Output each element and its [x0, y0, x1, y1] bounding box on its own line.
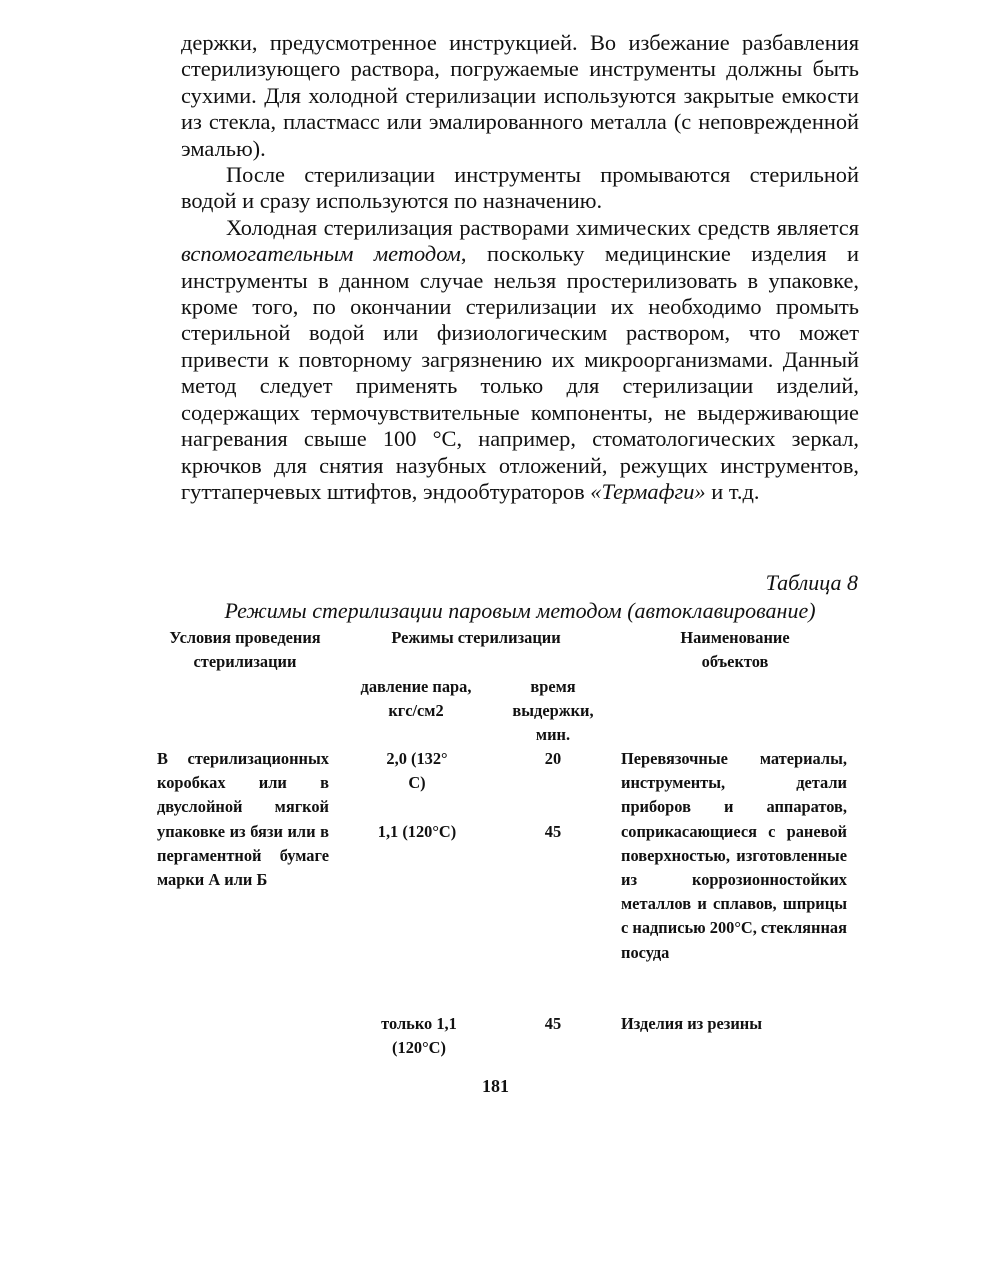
body-text: [181, 30, 859, 505]
header-objects: Наименование объектов: [680, 628, 790, 672]
paragraph-3-emphasis: вспомогательным методом: [181, 241, 461, 267]
row-1-conditions: В стерилизационных коробках или в двуслойной мягкой упаковке из бязи или в пергаментной бумаге марки А или Б: [157, 749, 329, 890]
row-1-objects: Перевязочные материалы, инструменты, детали приборов и аппаратов, соприкасающиеся с раневой поверхностью, изготовленные из коррозионностойких металлов и сплавов, шприцы с надписью 200°С, стеклянная посуда: [621, 749, 847, 962]
row-2-pressure: только 1,1 (120°С): [381, 1014, 457, 1058]
header-pressure: давление пара, кгс/см2: [360, 677, 472, 721]
row-2-objects: Изделия из резины: [621, 1014, 763, 1033]
header-time: время выдержки, мин.: [512, 677, 594, 745]
paragraph-2: После стерилизации инструменты промываются стерильной водой и сразу используются по назначению.: [181, 162, 859, 214]
paragraph-3-text-c: и т.д.: [705, 478, 760, 504]
header-modes: Режимы стерилизации: [391, 628, 561, 647]
paragraph-3-text-b: , поскольку медицинские изделия и инструменты в данном случае нельзя простерилизовать в упаковке, кроме того, по окончании стерилизации их необходимо промыть стерильной водой или физиологическим раствором, что может привести к повторному загрязнению их микроорганизмами. Данный метод следует применять только для стерилизации изделий, содержащих термочувствительные компоненты, не выдерживающие нагревания свыше 100 °С, например, стоматологических зеркал, крючков для снятия назубных отложений, режущих инструментов, гуттаперчевых штифтов, эндообтураторов: [181, 241, 860, 504]
paragraph-3: [181, 215, 859, 505]
row-1-time-2: 45: [544, 822, 562, 841]
row-1-pressure-1: 2,0 (132° С): [386, 749, 448, 793]
header-conditions: Условия проведения стерилизации: [169, 628, 321, 672]
table-title: Режимы стерилизации паровым методом (автоклавирование): [224, 598, 816, 623]
table-label: Таблица 8: [765, 570, 858, 595]
paragraph-3-text-a: Холодная стерилизация растворами химических средств является: [226, 214, 859, 240]
row-1-pressure-2: 1,1 (120°С): [377, 822, 457, 841]
paragraph-3-emphasis-2: «Термафги»: [590, 478, 706, 504]
paragraph-1: держки, предусмотренное инструкцией. Во избежание разбавления стерилизующего раствора, погружаемые инструменты должны быть сухими. Для холодной стерилизации используются закрытые емкости из стекла, пластмасс или эмалированного металла (с неповрежденной эмалью).: [181, 30, 859, 161]
page-number: 181: [482, 1076, 509, 1096]
row-2-time: 45: [544, 1014, 562, 1033]
row-1-time-1: 20: [544, 749, 562, 768]
